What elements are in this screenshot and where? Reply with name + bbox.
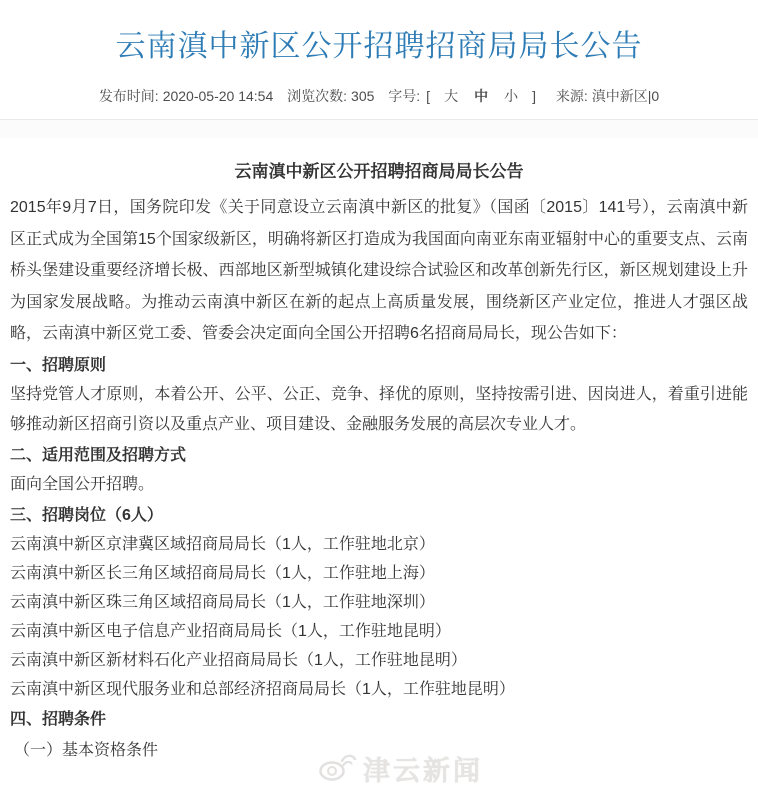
job-item-6: 云南滇中新区现代服务业和总部经济招商局局长（1人，工作驻地昆明） bbox=[10, 680, 515, 698]
section-heading-4: 四、招聘条件 bbox=[10, 710, 107, 728]
article-title: 云南滇中新区公开招聘招商局局长公告 bbox=[234, 162, 524, 181]
job-item-2: 云南滇中新区长三角区域招商局局长（1人，工作驻地上海） bbox=[10, 564, 435, 582]
source-label: 来源: bbox=[555, 88, 588, 104]
job-item-3: 云南滇中新区珠三角区域招商局局长（1人，工作驻地深圳） bbox=[10, 593, 435, 611]
view-count-value: 305 bbox=[351, 88, 375, 104]
publish-time-value: 2020-05-20 14:54 bbox=[162, 88, 274, 104]
watermark-text: 津云新闻 bbox=[363, 756, 483, 786]
font-size-bracket-open: [ bbox=[426, 88, 431, 104]
job-item-4: 云南滇中新区电子信息产业招商局局长（1人，工作驻地昆明） bbox=[10, 622, 451, 640]
header-divider bbox=[0, 119, 758, 138]
job-item-1: 云南滇中新区京津冀区域招商局局长（1人，工作驻地北京） bbox=[10, 535, 435, 553]
section-heading-2: 二、适用范围及招聘方式 bbox=[10, 446, 187, 464]
font-size-large-button[interactable]: 大 bbox=[444, 88, 459, 104]
font-size-medium-button[interactable]: 中 bbox=[474, 88, 489, 104]
section-heading-1: 一、招聘原则 bbox=[10, 356, 107, 374]
font-size-label: 字号: bbox=[388, 88, 421, 104]
page-title: 云南滇中新区公开招聘招商局局长公告 bbox=[115, 30, 643, 63]
publish-time-label: 发布时间: bbox=[98, 88, 159, 104]
section-body-2: 面向全国公开招聘。 bbox=[10, 475, 155, 493]
section-sub-item-4-1: （一）基本资格条件 bbox=[14, 741, 159, 759]
view-count-label: 浏览次数: bbox=[287, 88, 348, 104]
font-size-bracket-close: ] bbox=[532, 88, 536, 104]
section-body-1: 坚持党管人才原则，本着公开、公平、公正、竞争、择优的原则，坚持按需引进、因岗进人，着重引进能够推动新区招商引资以及重点产业、项目建设、金融服务发展的高层次专业人才。 bbox=[10, 385, 748, 433]
article-body bbox=[0, 138, 758, 766]
meta-bar bbox=[0, 86, 758, 106]
page-header bbox=[0, 25, 758, 106]
font-size-small-button[interactable]: 小 bbox=[504, 88, 519, 104]
section-heading-3: 三、招聘岗位（6人） bbox=[10, 506, 163, 524]
intro-paragraph: 2015年9月7日，国务院印发《关于同意设立云南滇中新区的批复》（国函〔2015〕141号），云南滇中新区正式成为全国第15个国家级新区，明确将新区打造成为我国面向南亚东南亚辐射中心的重要支点、云南桥头堡建设重要经济增长极、西部地区新型城镇化建设综合试验区和改革创新先行区，新区规划建设上升为国家发展战略。为推动云南滇中新区在新的起点上高质量发展，围绕新区产业定位，推进人才强区战略，云南滇中新区党工委、管委会决定面向全国公开招聘6名招商局局长，现公告如下： bbox=[10, 199, 748, 343]
source-value: 滇中新区|0 bbox=[591, 88, 660, 104]
job-item-5: 云南滇中新区新材料石化产业招商局局长（1人，工作驻地昆明） bbox=[10, 651, 467, 669]
